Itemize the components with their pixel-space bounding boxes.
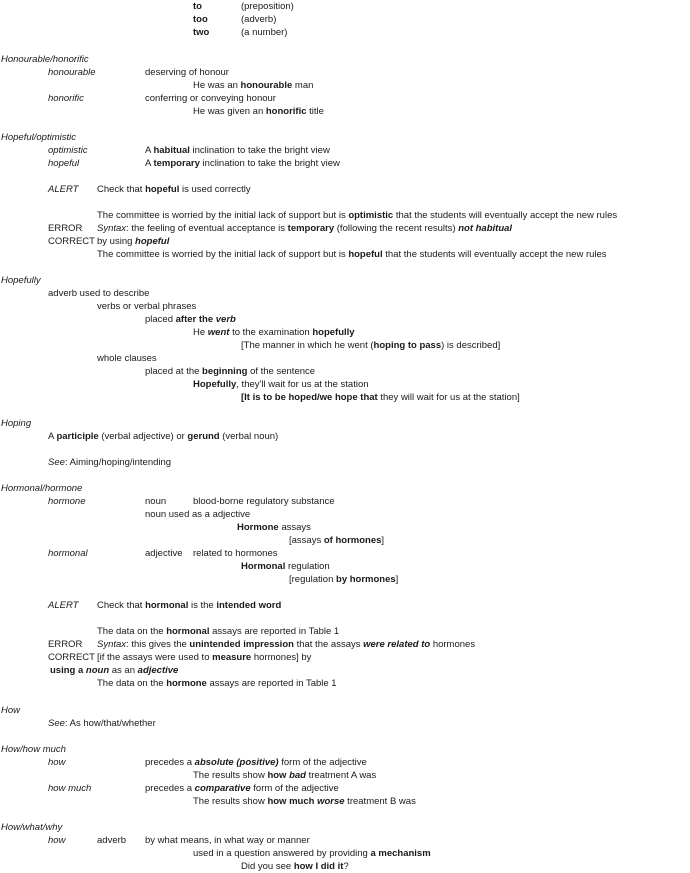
hormone-note: [assays of hormones] bbox=[289, 535, 385, 546]
hormone-example: Hormone assays bbox=[237, 522, 311, 533]
pos-hormone: noun bbox=[145, 496, 167, 507]
hoping-see-also: See: Aiming/hoping/intending bbox=[48, 457, 172, 468]
def-optimistic: A habitual inclination to take the bright view bbox=[145, 145, 330, 156]
alert-label: ALERT bbox=[48, 600, 79, 611]
heading-hoping: Hoping bbox=[1, 418, 32, 429]
term-hopeful: hopeful bbox=[48, 158, 80, 169]
pos-how: adverb bbox=[97, 835, 127, 846]
alert-label: ALERT bbox=[48, 184, 79, 195]
how-usage: used in a question answered by providing a mechanism bbox=[193, 848, 431, 859]
error-text: Syntax: the feeling of eventual acceptance is temporary (following the recent results) not habitual bbox=[97, 223, 513, 234]
error-text: Syntax: this gives the unintended impression that the assays were related to hormones bbox=[97, 639, 476, 650]
example-sentence: The data on the hormonal assays are reported in Table 1 bbox=[97, 626, 340, 637]
hopefully-example: He went to the examination hopefully bbox=[193, 327, 355, 338]
hopefully-line: adverb used to describe bbox=[48, 288, 150, 299]
def-honorific: conferring or conveying honour bbox=[145, 93, 276, 104]
hormone-usage: noun used as a adjective bbox=[145, 509, 251, 520]
example-how-much: The results show how much worse treatment B was bbox=[193, 796, 416, 807]
hopefully-note: [The manner in which he went (hoping to pass) is described] bbox=[241, 340, 501, 351]
pos-hormonal: adjective bbox=[145, 548, 183, 559]
correct-label: CORRECT bbox=[48, 236, 95, 247]
term-hormone: hormone bbox=[48, 496, 86, 507]
def-hopeful: A temporary inclination to take the bright view bbox=[145, 158, 340, 169]
alert-text: Check that hopeful is used correctly bbox=[97, 184, 251, 195]
correct-text-cont: using a noun as an adjective bbox=[50, 665, 179, 676]
heading-how-what-why: How/what/why bbox=[1, 822, 63, 833]
term-how: how bbox=[48, 835, 66, 846]
hopefully-example: Hopefully, they'll wait for us at the station bbox=[193, 379, 369, 390]
example-sentence: The committee is worried by the initial lack of support but is optimistic that the students will eventually accept the new rules bbox=[97, 210, 618, 221]
word-too: too bbox=[193, 14, 208, 25]
desc-to: (preposition) bbox=[241, 1, 294, 12]
term-hormonal: hormonal bbox=[48, 548, 88, 559]
hormonal-note: [regulation by hormones] bbox=[289, 574, 399, 585]
term-how: how bbox=[48, 757, 66, 768]
desc-two: (a number) bbox=[241, 27, 288, 38]
heading-hopefully: Hopefully bbox=[1, 275, 41, 286]
hopefully-line: verbs or verbal phrases bbox=[97, 301, 197, 312]
heading-how-much: How/how much bbox=[1, 744, 66, 755]
how-example: Did you see how I did it? bbox=[241, 861, 349, 872]
def-honourable: deserving of honour bbox=[145, 67, 229, 78]
alert-text: Check that hormonal is the intended word bbox=[97, 600, 282, 611]
def-how: precedes a absolute (positive) form of the adjective bbox=[145, 757, 367, 768]
hopefully-note: [It is to be hoped/we hope that they will wait for us at the station] bbox=[241, 392, 520, 403]
example-how: The results show how bad treatment A was bbox=[193, 770, 377, 781]
hoping-def: A participle (verbal adjective) or gerund (verbal noun) bbox=[48, 431, 279, 442]
heading-hormonal: Hormonal/hormone bbox=[1, 483, 83, 494]
def-hormonal: related to hormones bbox=[193, 548, 278, 559]
correct-text: by using hopeful bbox=[97, 236, 170, 247]
corrected-sentence: The committee is worried by the initial lack of support but is hopeful that the students will eventually accept the new rules bbox=[97, 249, 607, 260]
hopefully-line: whole clauses bbox=[97, 353, 157, 364]
heading-hopeful: Hopeful/optimistic bbox=[1, 132, 76, 143]
term-optimistic: optimistic bbox=[48, 145, 88, 156]
term-honorific: honorific bbox=[48, 93, 84, 104]
heading-honourable: Honourable/honorific bbox=[1, 54, 89, 65]
corrected-sentence: The data on the hormone assays are reported in Table 1 bbox=[97, 678, 337, 689]
hopefully-line: placed at the beginning of the sentence bbox=[145, 366, 316, 377]
word-two: two bbox=[193, 27, 210, 38]
error-label: ERROR bbox=[48, 639, 83, 650]
correct-label: CORRECT bbox=[48, 652, 95, 663]
example-honorific: He was given an honorific title bbox=[193, 106, 324, 117]
hopefully-line: placed after the verb bbox=[145, 314, 236, 325]
error-label: ERROR bbox=[48, 223, 83, 234]
how-see-also: See: As how/that/whether bbox=[48, 718, 156, 729]
hormonal-example: Hormonal regulation bbox=[241, 561, 330, 572]
def-hormone: blood-borne regulatory substance bbox=[193, 496, 335, 507]
desc-too: (adverb) bbox=[241, 14, 277, 25]
heading-how: How bbox=[1, 705, 21, 716]
term-honourable: honourable bbox=[48, 67, 96, 78]
term-how-much: how much bbox=[48, 783, 92, 794]
def-how: by what means, in what way or manner bbox=[145, 835, 310, 846]
def-how-much: precedes a comparative form of the adjective bbox=[145, 783, 339, 794]
word-to: to bbox=[193, 1, 202, 12]
example-honourable: He was an honourable man bbox=[193, 80, 314, 91]
correct-text: [if the assays were used to measure hormones] by bbox=[97, 652, 312, 663]
